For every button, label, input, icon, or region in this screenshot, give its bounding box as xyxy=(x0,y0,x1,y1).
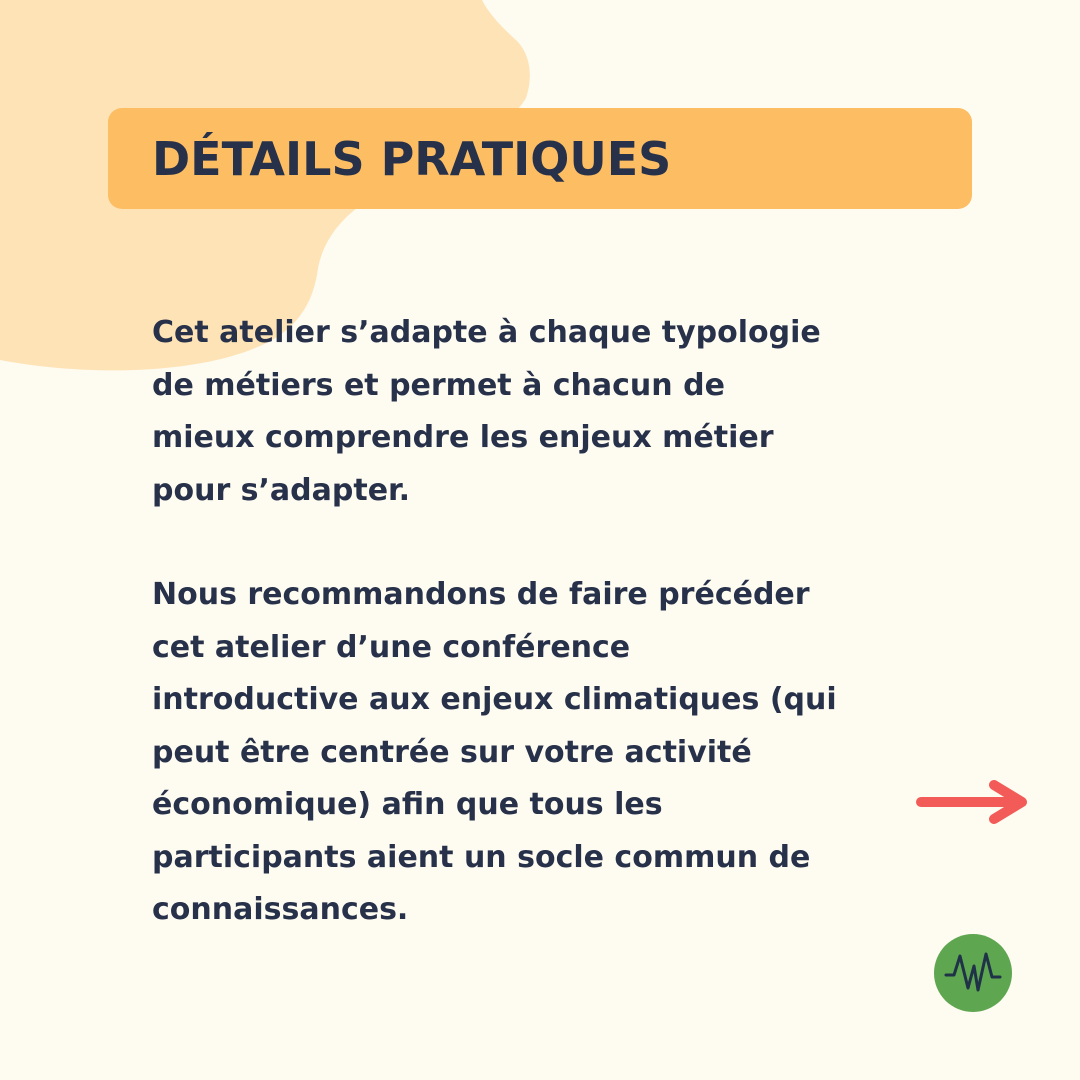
text-line: participants aient un socle commun de xyxy=(152,839,811,875)
title-banner xyxy=(108,108,972,209)
text-line: cet atelier d’une conférence xyxy=(152,629,631,665)
page-title: DÉTAILS PRATIQUES xyxy=(152,131,672,186)
text-line: de métiers et permet à chacun de xyxy=(152,367,725,403)
waveform-logo-icon xyxy=(932,932,1014,1014)
text-line: introductive aux enjeux climatiques (qui xyxy=(152,682,837,717)
paragraph-intro xyxy=(152,307,912,517)
text-line: Nous recommandons de faire précéder xyxy=(152,577,810,612)
body-text xyxy=(152,307,912,937)
text-line: peut être centrée sur votre activité xyxy=(152,734,752,770)
arrow-right-glyph xyxy=(921,785,1022,819)
text-line: connaissances. xyxy=(152,892,409,927)
paragraph-recommendation xyxy=(152,569,912,937)
arrow-right-icon[interactable] xyxy=(914,778,1032,828)
text-line: mieux comprendre les enjeux métier xyxy=(152,420,774,455)
text-line: pour s’adapter. xyxy=(152,472,410,508)
text-line: économique) afin que tous les xyxy=(152,787,663,822)
text-line: Cet atelier s’adapte à chaque typologie xyxy=(152,315,821,350)
